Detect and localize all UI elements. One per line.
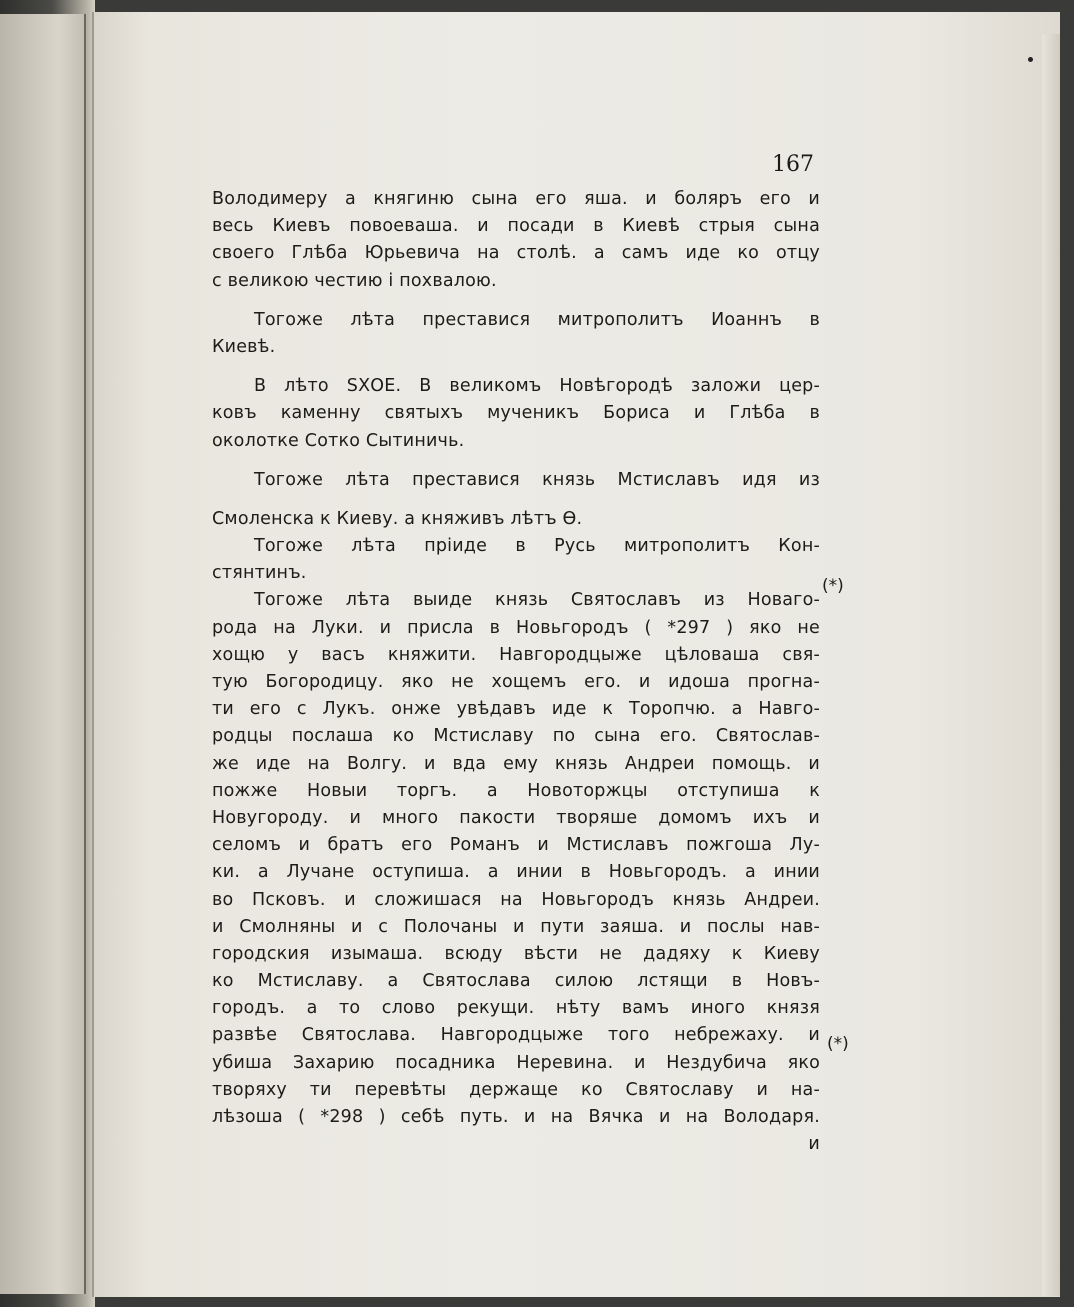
text-line: Тогоже лѣта выиде князь Святославъ из Новаго- bbox=[254, 590, 820, 611]
text-line: Тогоже лѣта пріиде в Русь митрополитъ Кон- bbox=[254, 536, 820, 557]
footnote-marker: (*) bbox=[822, 576, 844, 596]
previous-page-edge bbox=[0, 14, 86, 1294]
body-text bbox=[212, 186, 820, 1158]
text-line: и bbox=[808, 1134, 820, 1155]
text-line: Володимеру а княгиню сына его яша. и боляръ его и bbox=[212, 189, 820, 209]
text-line: лѣзоша ( *298 ) себѣ путь. и на Вячка и на Володаря. bbox=[212, 1107, 820, 1127]
page-number: 167 bbox=[772, 152, 814, 177]
text-line: ти его с Лукъ. онже увѣдавъ иде к Торопчю. а Навго- bbox=[212, 699, 820, 720]
text-line: тую Богородицу. яко не хощемъ его. и идоша прогна- bbox=[212, 672, 820, 692]
book-page bbox=[92, 12, 1060, 1297]
page-speck bbox=[1028, 57, 1033, 62]
text-line: же иде на Волгу. и вда ему князь Андреи помощь. и bbox=[212, 753, 820, 774]
text-line: с великою честию і похвалою. bbox=[212, 270, 497, 291]
text-line: пожже Новыи торгъ. а Новоторжцы отступиша к bbox=[212, 780, 820, 801]
text-line: В лѣто ЅХОЕ. В великомъ Новѣгородѣ заложи цер- bbox=[254, 376, 820, 397]
page-fore-edge bbox=[1042, 34, 1060, 1296]
text-line: стянтинъ. bbox=[212, 563, 307, 584]
text-line: своего Глѣба Юрьевича на столѣ. а самъ иде ко отцу bbox=[212, 243, 820, 264]
text-line: ко Мстиславу. а Святослава силою лстящи в Новъ- bbox=[212, 971, 820, 992]
text-line: городъ. а то слово рекущи. нѣту вамъ иного князя bbox=[212, 998, 820, 1019]
text-line: и Смолняны и с Полочаны и пути заяша. и послы нав- bbox=[212, 916, 820, 937]
text-line: Смоленска к Киеву. а княживъ лѣтъ Ѳ. bbox=[212, 508, 583, 529]
text-line: Тогоже лѣта преставися митрополитъ Иоаннъ в bbox=[254, 309, 820, 330]
text-line: весь Киевъ повоеваша. и посади в Киевѣ стрыя сына bbox=[212, 216, 820, 237]
footnote-marker: (*) bbox=[827, 1034, 849, 1054]
text-line: околотке Сотко Сытиничь. bbox=[212, 430, 465, 451]
text-line: городския изымаша. всюду вѣсти не дадяху к Киеву bbox=[212, 943, 820, 964]
text-line: творяху ти перевѣты держаще ко Святославу и на- bbox=[212, 1079, 820, 1100]
text-line: Киевѣ. bbox=[212, 336, 276, 357]
text-line: во Псковъ. и сложишася на Новьгородъ князь Андреи. bbox=[212, 889, 820, 910]
text-line: родцы послаша ко Мстиславу по сына его. Святослав- bbox=[212, 726, 820, 747]
text-line: убиша Захарию посадника Неревина. и Нездубича яко bbox=[212, 1052, 820, 1073]
text-line: Тогоже лѣта преставися князь Мстиславъ идя из bbox=[254, 469, 820, 490]
text-line: рода на Луки. и присла в Новьгородъ ( *297 ) яко не bbox=[212, 617, 820, 638]
text-line: селомъ и братъ его Романъ и Мстиславъ пожгоша Лу- bbox=[212, 835, 820, 856]
text-line: развѣе Святослава. Навгородцыже того небрежаху. и bbox=[212, 1025, 820, 1046]
text-line: Новугороду. и много пакости творяше домомъ ихъ и bbox=[212, 807, 820, 828]
text-line: хощю у васъ княжити. Навгородцыже цѣловаша свя- bbox=[212, 644, 820, 665]
text-line: ковъ каменну святыхъ мученикъ Бориса и Глѣба в bbox=[212, 403, 820, 424]
text-line: ки. а Лучане оступиша. а инии в Новьгородъ. а инии bbox=[212, 862, 820, 883]
